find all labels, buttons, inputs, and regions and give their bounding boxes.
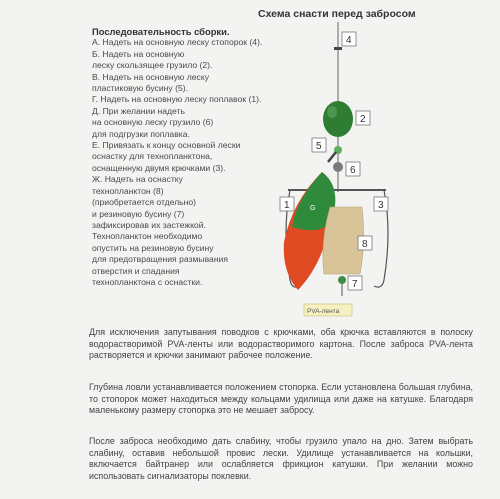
step-line: леску скользящее грузило (2). bbox=[92, 60, 213, 71]
label-6: 6 bbox=[350, 165, 356, 176]
step-line: Г. Надеть на основную леску поплавок (1). bbox=[92, 94, 262, 105]
step-line: отверстия и спадания bbox=[92, 265, 180, 276]
assembly-heading: Последовательность сборки. bbox=[92, 26, 230, 37]
step-line: оснастку для технопланктона, bbox=[92, 151, 213, 162]
label-2-badge bbox=[356, 111, 370, 125]
rubber-bead bbox=[338, 276, 346, 284]
step-line: оснащенную двумя крючками (3). bbox=[92, 162, 226, 173]
label-4-badge bbox=[342, 32, 356, 46]
label-7: 7 bbox=[352, 279, 358, 290]
step-line: опустить на резиновую бусину bbox=[92, 242, 214, 253]
rig-diagram bbox=[260, 22, 420, 322]
step-line: Технопланктон необходимо bbox=[92, 231, 203, 242]
page-title: Схема снасти перед забросом bbox=[258, 8, 416, 20]
label-7-badge bbox=[348, 276, 362, 290]
paragraph-pva: Для исключения запутывания поводков с крючками, оба крючка вставляются в полоску водорастворимой PVA-ленты или водорастворимого картона. После заброса PVA-лента растворяется и крючки занимают рабочее положение. bbox=[89, 327, 473, 361]
step-line: для подгрузки поплавка. bbox=[92, 128, 190, 139]
paragraph-after-cast: После заброса необходимо дать слабину, чтобы грузило упало на дно. Затем выбрать слабину, оставив небольшой провис лески. Удилище устанавливается на кольшки, включается байтранер или ослабляется фрикцион катушки. При желании можно использовать сигнализаторы поклевки. bbox=[89, 436, 473, 481]
step-line: Ж. Надеть на оснастку bbox=[92, 174, 183, 185]
label-3-badge bbox=[374, 197, 388, 211]
label-4: 4 bbox=[346, 35, 352, 46]
label-1: 1 bbox=[284, 200, 290, 211]
step-line: технопланктона с оснастки. bbox=[92, 276, 203, 287]
sliding-sinker bbox=[323, 101, 353, 137]
step-line: А. Надеть на основную леску стопорок (4). bbox=[92, 37, 263, 48]
label-2: 2 bbox=[360, 114, 366, 125]
label-8-badge bbox=[358, 236, 372, 250]
label-5: 5 bbox=[316, 141, 322, 152]
step-line: В. Надеть на основную леску bbox=[92, 71, 210, 82]
step-line: Е. Привязать к концу основной лески bbox=[92, 140, 241, 151]
step-line: для предотвращения размывания bbox=[92, 254, 229, 265]
step-line: Д. При желании надеть bbox=[92, 105, 185, 116]
float-weight bbox=[333, 162, 343, 172]
paragraph-depth: Глубина ловли устанавливается положением стопорка. Если установлена большая глубина, то стопорок может находиться между кольцами удилища или даже на катушке. Благодаря маленькому размеру стопорка это не мешает забросу. bbox=[89, 382, 473, 416]
step-line: технопланктон (8) bbox=[92, 185, 164, 196]
label-8: 8 bbox=[362, 239, 368, 250]
float-mark: G bbox=[310, 205, 316, 212]
step-line: пластиковую бусину (5). bbox=[92, 83, 188, 94]
step-line: (приобретается отдельно) bbox=[92, 197, 196, 208]
label-5-badge bbox=[312, 138, 326, 152]
label-1-badge bbox=[280, 197, 294, 211]
step-line: на основную леску грузило (6) bbox=[92, 117, 214, 128]
step-line: Б. Надеть на основную bbox=[92, 48, 185, 59]
stopper bbox=[334, 47, 342, 50]
technoplankton-bait bbox=[323, 207, 364, 274]
sinker-highlight bbox=[327, 106, 337, 118]
pva-label: PVA-лента bbox=[307, 308, 340, 315]
label-6-badge bbox=[346, 162, 360, 176]
label-3: 3 bbox=[378, 200, 384, 211]
step-line: и резиновую бусину (7) bbox=[92, 208, 185, 219]
step-line: зафиксировав их застежкой. bbox=[92, 219, 206, 230]
